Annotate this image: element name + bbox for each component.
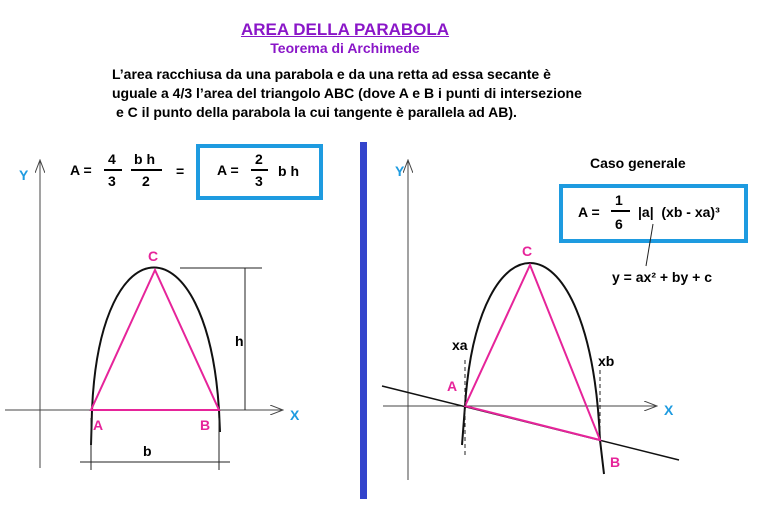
left-point-c: C (148, 248, 159, 264)
right-point-c: C (522, 243, 533, 259)
page-title: AREA DELLA PARABOLA (240, 20, 450, 39)
right-equation: y = ax² + by + c (612, 269, 713, 285)
right-pointer-line (646, 224, 653, 266)
left-box-num: 2 (255, 151, 263, 167)
right-y-label: Y (395, 163, 405, 179)
left-base-label: b (143, 443, 152, 459)
left-box-a-eq: A = (217, 162, 239, 178)
left-formula-eq: = (176, 163, 185, 179)
left-height-label: h (235, 333, 244, 349)
left-formula-num2: b h (134, 151, 155, 167)
right-formula-a-eq: A = (578, 204, 600, 220)
right-formula-tail: |a| (xb - xa)³ (638, 204, 720, 220)
left-formula-num1: 4 (108, 151, 116, 167)
left-y-label: Y (19, 167, 29, 183)
left-panel (5, 146, 321, 470)
right-point-a: A (447, 378, 458, 394)
right-case-label: Caso generale (590, 155, 686, 171)
left-point-a: A (93, 417, 104, 433)
left-formula-a-eq: A = (70, 162, 92, 178)
page-subtitle: Teorema di Archimede (270, 40, 420, 56)
left-x-label: X (290, 407, 300, 423)
description-line-3: e C il punto della parabola la cui tangente è parallela ad AB). (116, 104, 517, 120)
description-line-2: uguale a 4/3 l’area del triangolo ABC (dove A e B i punti di intersezione (112, 85, 582, 101)
right-point-b: B (610, 454, 621, 470)
left-point-b: B (200, 417, 211, 433)
left-box-tail: b h (278, 163, 299, 179)
right-xb-label: xb (598, 353, 615, 369)
right-xa-label: xa (452, 337, 468, 353)
panel-divider (360, 142, 367, 499)
description-line-1: L’area racchiusa da una parabola e da una retta ad essa secante è (112, 66, 551, 82)
left-triangle (91, 270, 219, 410)
left-formula-den1: 3 (108, 173, 116, 189)
right-panel (382, 155, 746, 480)
right-x-label: X (664, 402, 674, 418)
left-formula-den2: 2 (142, 173, 150, 189)
right-formula-den: 6 (615, 216, 623, 232)
left-box-den: 3 (255, 173, 263, 189)
left-formula (70, 146, 321, 198)
right-formula-num: 1 (615, 192, 623, 208)
right-triangle (465, 265, 600, 440)
